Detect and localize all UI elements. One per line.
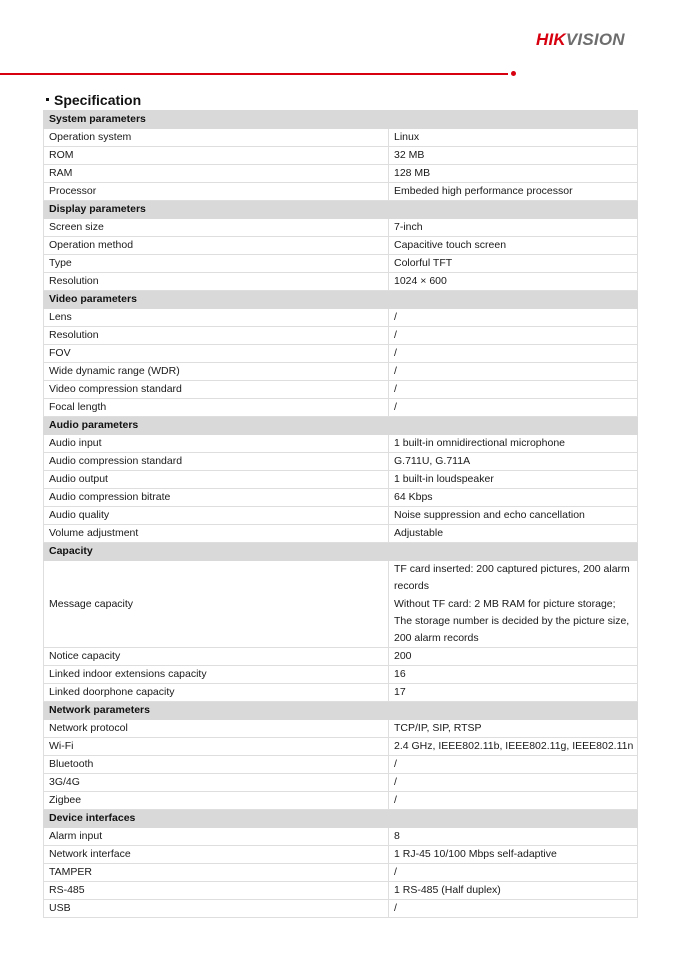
page-heading xyxy=(46,92,141,108)
section-title: Display parameters xyxy=(44,201,638,219)
spec-row xyxy=(44,648,638,666)
spec-label: Operation system xyxy=(44,129,389,147)
section-title: Device interfaces xyxy=(44,810,638,828)
spec-value: / xyxy=(389,309,638,327)
spec-value: / xyxy=(389,345,638,363)
spec-label: 3G/4G xyxy=(44,774,389,792)
spec-value: 64 Kbps xyxy=(389,489,638,507)
spec-label: Linked indoor extensions capacity xyxy=(44,666,389,684)
spec-row xyxy=(44,774,638,792)
spec-value-line: Without TF card: 2 MB RAM for picture storage; xyxy=(394,597,616,610)
spec-value: 7-inch xyxy=(389,219,638,237)
spec-value: Adjustable xyxy=(389,525,638,543)
specification-table-body xyxy=(44,111,638,918)
spec-value: TCP/IP, SIP, RTSP xyxy=(389,720,638,738)
spec-value: G.711U, G.711A xyxy=(389,453,638,471)
spec-value: / xyxy=(389,864,638,882)
spec-value: / xyxy=(389,792,638,810)
spec-label: Audio input xyxy=(44,435,389,453)
spec-row xyxy=(44,882,638,900)
logo-part-vision: VISION xyxy=(565,30,625,49)
header-divider-dot xyxy=(511,71,516,76)
spec-row xyxy=(44,828,638,846)
spec-row xyxy=(44,327,638,345)
spec-row xyxy=(44,792,638,810)
section-header xyxy=(44,810,638,828)
section-header xyxy=(44,543,638,561)
spec-row xyxy=(44,900,638,918)
section-header xyxy=(44,702,638,720)
spec-row xyxy=(44,345,638,363)
spec-label: Operation method xyxy=(44,237,389,255)
spec-label: RS-485 xyxy=(44,882,389,900)
spec-label: Resolution xyxy=(44,327,389,345)
spec-row xyxy=(44,666,638,684)
spec-label: Volume adjustment xyxy=(44,525,389,543)
spec-row xyxy=(44,489,638,507)
spec-label: Audio output xyxy=(44,471,389,489)
spec-value: 1024 × 600 xyxy=(389,273,638,291)
spec-value: 1 RJ-45 10/100 Mbps self-adaptive xyxy=(389,846,638,864)
spec-value-line: 200 alarm records xyxy=(394,632,479,645)
spec-row xyxy=(44,756,638,774)
spec-value: / xyxy=(389,900,638,918)
spec-label: Resolution xyxy=(44,273,389,291)
spec-value: / xyxy=(389,327,638,345)
spec-row xyxy=(44,864,638,882)
specification-table xyxy=(43,110,638,918)
spec-value: 128 MB xyxy=(389,165,638,183)
spec-value-line: records xyxy=(394,580,430,593)
spec-value: / xyxy=(389,756,638,774)
spec-value: 32 MB xyxy=(389,147,638,165)
spec-value: 8 xyxy=(389,828,638,846)
spec-value xyxy=(389,561,638,648)
spec-row xyxy=(44,399,638,417)
spec-label: Focal length xyxy=(44,399,389,417)
spec-label: Message capacity xyxy=(44,561,389,648)
spec-label: RAM xyxy=(44,165,389,183)
spec-row xyxy=(44,183,638,201)
section-header xyxy=(44,417,638,435)
spec-value: Linux xyxy=(389,129,638,147)
spec-label: Wide dynamic range (WDR) xyxy=(44,363,389,381)
spec-value: 2.4 GHz, IEEE802.11b, IEEE802.11g, IEEE802.11n xyxy=(389,738,638,756)
spec-row xyxy=(44,471,638,489)
spec-value: 1 built-in omnidirectional microphone xyxy=(389,435,638,453)
spec-value-line: The storage number is decided by the picture size, xyxy=(394,614,630,627)
spec-row xyxy=(44,129,638,147)
spec-row xyxy=(44,720,638,738)
spec-label: Audio quality xyxy=(44,507,389,525)
page-heading-text: Specification xyxy=(54,92,142,108)
spec-value: / xyxy=(389,363,638,381)
spec-label: Audio compression standard xyxy=(44,453,389,471)
spec-value: 17 xyxy=(389,684,638,702)
spec-label: Alarm input xyxy=(44,828,389,846)
spec-value: 1 built-in loudspeaker xyxy=(389,471,638,489)
spec-row xyxy=(44,363,638,381)
spec-label: Processor xyxy=(44,183,389,201)
section-title: Video parameters xyxy=(44,291,638,309)
spec-label: Network protocol xyxy=(44,720,389,738)
spec-row xyxy=(44,435,638,453)
section-header xyxy=(44,291,638,309)
spec-row xyxy=(44,738,638,756)
spec-row xyxy=(44,237,638,255)
section-title: Network parameters xyxy=(44,702,638,720)
section-header xyxy=(44,111,638,129)
header-divider xyxy=(0,73,508,75)
spec-value: Colorful TFT xyxy=(389,255,638,273)
spec-label: USB xyxy=(44,900,389,918)
spec-value: Embeded high performance processor xyxy=(389,183,638,201)
spec-label: Network interface xyxy=(44,846,389,864)
spec-row xyxy=(44,846,638,864)
section-title: System parameters xyxy=(44,111,638,129)
spec-row xyxy=(44,219,638,237)
spec-value-line: TF card inserted: 200 captured pictures, 200 alarm xyxy=(394,563,630,575)
spec-row xyxy=(44,561,638,648)
spec-value: 16 xyxy=(389,666,638,684)
spec-row xyxy=(44,525,638,543)
spec-row xyxy=(44,453,638,471)
spec-value: Capacitive touch screen xyxy=(389,237,638,255)
spec-row xyxy=(44,147,638,165)
spec-value: / xyxy=(389,774,638,792)
spec-row xyxy=(44,165,638,183)
spec-row xyxy=(44,684,638,702)
section-title: Capacity xyxy=(44,543,638,561)
spec-label: TAMPER xyxy=(44,864,389,882)
spec-value: Noise suppression and echo cancellation xyxy=(389,507,638,525)
spec-label: FOV xyxy=(44,345,389,363)
spec-value: / xyxy=(389,381,638,399)
section-title: Audio parameters xyxy=(44,417,638,435)
spec-row xyxy=(44,255,638,273)
logo-part-hik: HIK xyxy=(536,30,566,49)
spec-row xyxy=(44,273,638,291)
spec-label: Screen size xyxy=(44,219,389,237)
spec-label: Lens xyxy=(44,309,389,327)
spec-value: 200 xyxy=(389,648,638,666)
hikvision-logo xyxy=(536,30,625,50)
spec-row xyxy=(44,507,638,525)
spec-label: Linked doorphone capacity xyxy=(44,684,389,702)
spec-label: Audio compression bitrate xyxy=(44,489,389,507)
spec-label: Zigbee xyxy=(44,792,389,810)
spec-label: ROM xyxy=(44,147,389,165)
spec-label: Notice capacity xyxy=(44,648,389,666)
spec-label: Type xyxy=(44,255,389,273)
bullet-icon xyxy=(46,98,49,101)
spec-label: Video compression standard xyxy=(44,381,389,399)
spec-row xyxy=(44,309,638,327)
spec-value: / xyxy=(389,399,638,417)
spec-label: Wi-Fi xyxy=(44,738,389,756)
section-header xyxy=(44,201,638,219)
spec-value: 1 RS-485 (Half duplex) xyxy=(389,882,638,900)
spec-row xyxy=(44,381,638,399)
spec-label: Bluetooth xyxy=(44,756,389,774)
